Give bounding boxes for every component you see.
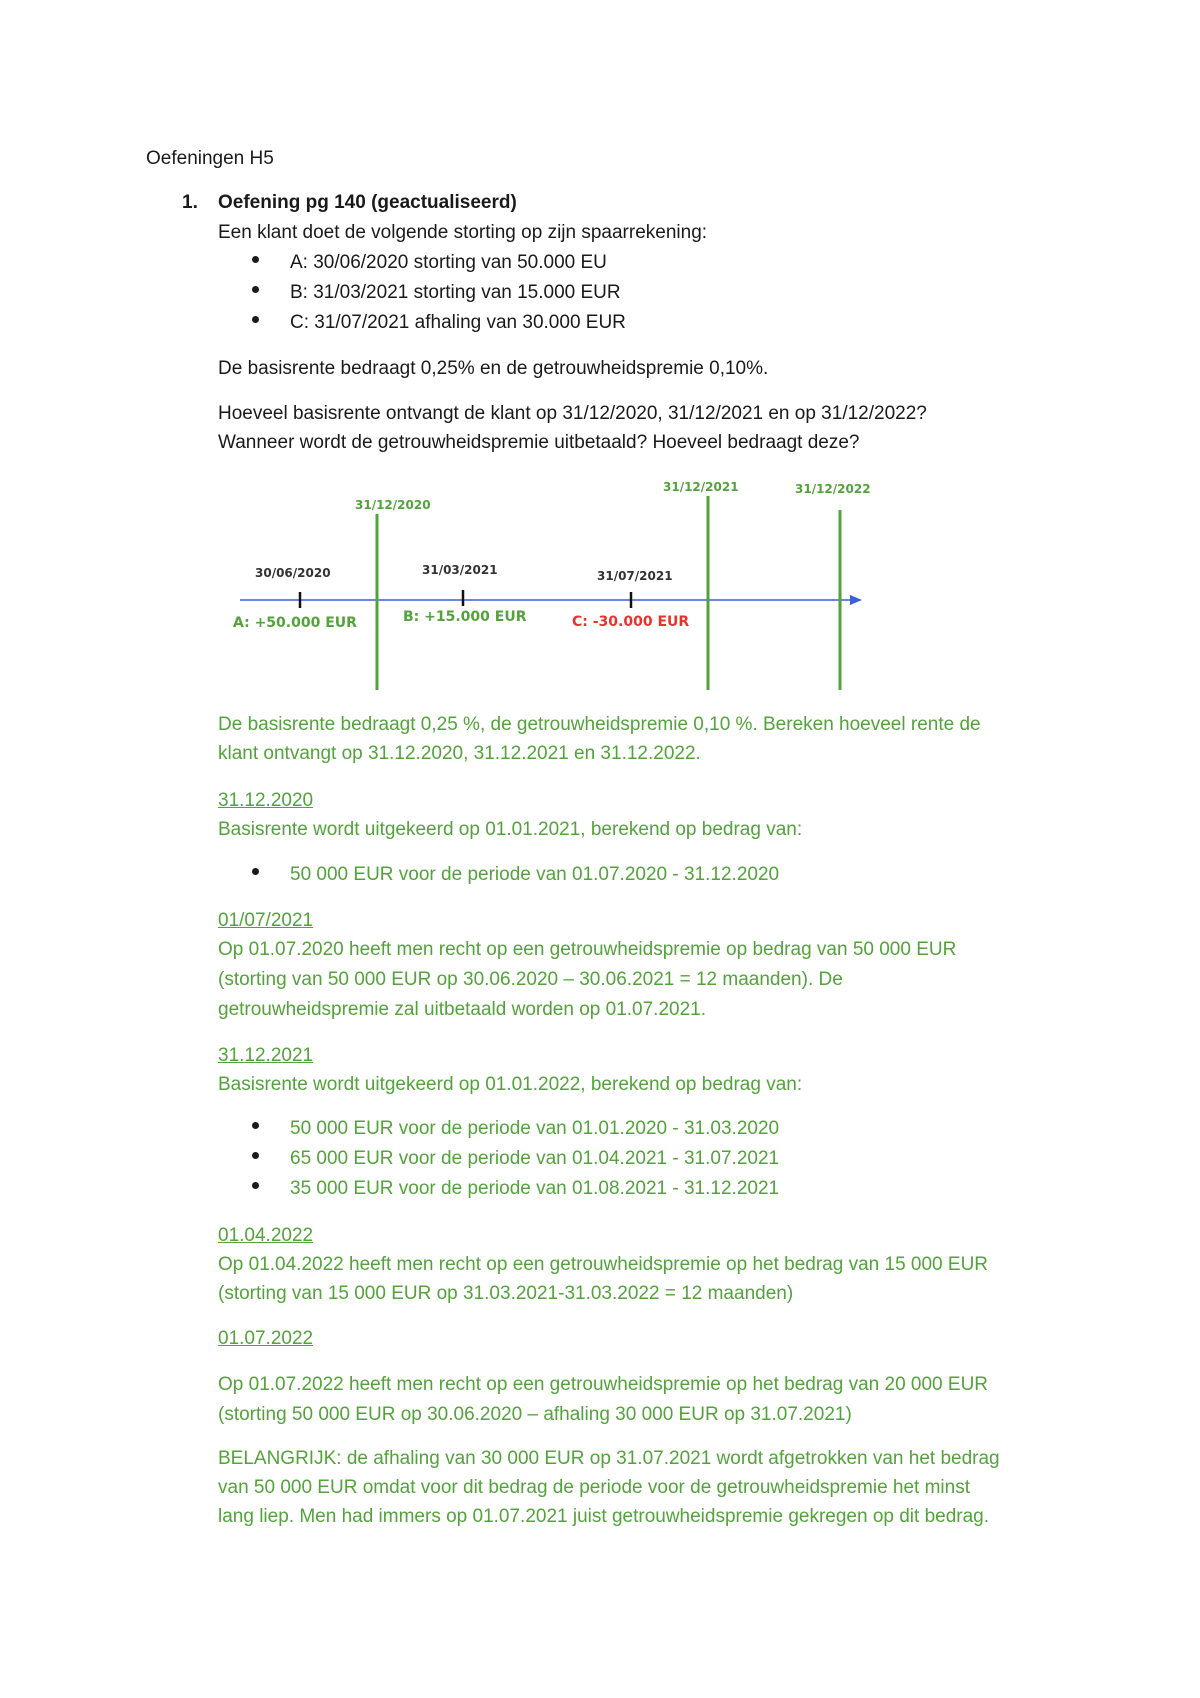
- section-heading: 31.12.2021: [218, 1045, 314, 1066]
- divider-label: 31/12/2020: [355, 498, 431, 512]
- divider-label: 31/12/2021: [663, 480, 739, 494]
- event-date: 30/06/2020: [255, 566, 331, 580]
- question-1: Hoeveel basisrente ontvangt de klant op 31/12/2020, 31/12/2021 en op 31/12/2022?: [218, 403, 927, 424]
- section-heading: 01/07/2021: [218, 910, 314, 931]
- section-text: Basisrente wordt uitgekeerd op 01.01.2021, berekend op bedrag van:: [218, 819, 803, 840]
- timeline-diagram: [225, 470, 885, 700]
- section-text: (storting 50 000 EUR op 30.06.2020 – afhaling 30 000 EUR op 31.07.2021): [218, 1404, 852, 1425]
- bullet-icon: [252, 1152, 259, 1159]
- important-note: van 50 000 EUR omdat voor dit bedrag de periode voor de getrouwheidspremie het minst: [218, 1477, 970, 1498]
- event-amount: B: +15.000 EUR: [403, 609, 527, 625]
- list-item: 35 000 EUR voor de periode van 01.08.2021 - 31.12.2021: [290, 1178, 780, 1199]
- rates-statement: De basisrente bedraagt 0,25% en de getrouwheidspremie 0,10%.: [218, 358, 769, 379]
- answer-intro: klant ontvangt op 31.12.2020, 31.12.2021 en 31.12.2022.: [218, 743, 701, 764]
- list-item: 65 000 EUR voor de periode van 01.04.2021 - 31.07.2021: [290, 1148, 780, 1169]
- exercise-heading: Oefening pg 140 (geactualiseerd): [218, 192, 517, 213]
- section-text: Op 01.04.2022 heeft men recht op een getrouwheidspremie op het bedrag van 15 000 EUR: [218, 1254, 989, 1275]
- exercise-number: 1.: [182, 192, 198, 213]
- bullet-icon: [252, 868, 259, 875]
- exercise-intro: Een klant doet de volgende storting op zijn spaarrekening:: [218, 222, 708, 243]
- section-heading: 01.04.2022: [218, 1225, 314, 1246]
- divider-label: 31/12/2022: [795, 482, 871, 496]
- section-heading: 01.07.2022: [218, 1328, 314, 1349]
- section-text: Op 01.07.2022 heeft men recht op een getrouwheidspremie op het bedrag van 20 000 EUR: [218, 1374, 989, 1395]
- list-item: 50 000 EUR voor de periode van 01.07.2020 - 31.12.2020: [290, 864, 780, 885]
- document-title: Oefeningen H5: [146, 148, 274, 169]
- section-text: Basisrente wordt uitgekeerd op 01.01.2022, berekend op bedrag van:: [218, 1074, 803, 1095]
- section-text: (storting van 50 000 EUR op 30.06.2020 – 30.06.2021 = 12 maanden). De: [218, 969, 843, 990]
- important-note: BELANGRIJK: de afhaling van 30 000 EUR op 31.07.2021 wordt afgetrokken van het bedrag: [218, 1448, 1000, 1469]
- event-amount: A: +50.000 EUR: [233, 615, 357, 631]
- bullet-icon: [252, 256, 259, 263]
- bullet-icon: [252, 1122, 259, 1129]
- section-text: Op 01.07.2020 heeft men recht op een getrouwheidspremie op bedrag van 50 000 EUR: [218, 939, 957, 960]
- question-2: Wanneer wordt de getrouwheidspremie uitbetaald? Hoeveel bedraagt deze?: [218, 432, 860, 453]
- bullet-icon: [252, 286, 259, 293]
- list-item: 50 000 EUR voor de periode van 01.01.2020 - 31.03.2020: [290, 1118, 780, 1139]
- section-text: getrouwheidspremie zal uitbetaald worden op 01.07.2021.: [218, 999, 706, 1020]
- arrow-head-icon: [850, 595, 862, 605]
- transaction-item: A: 30/06/2020 storting van 50.000 EU: [290, 252, 607, 273]
- event-date: 31/07/2021: [597, 569, 673, 583]
- event-amount: C: -30.000 EUR: [572, 614, 690, 630]
- section-heading: 31.12.2020: [218, 790, 314, 811]
- event-date: 31/03/2021: [422, 563, 498, 577]
- transaction-item: C: 31/07/2021 afhaling van 30.000 EUR: [290, 312, 626, 333]
- section-text: (storting van 15 000 EUR op 31.03.2021-31.03.2022 = 12 maanden): [218, 1283, 794, 1304]
- bullet-icon: [252, 316, 259, 323]
- important-note: lang liep. Men had immers op 01.07.2021 juist getrouwheidspremie gekregen op dit bedrag.: [218, 1506, 990, 1527]
- transaction-item: B: 31/03/2021 storting van 15.000 EUR: [290, 282, 621, 303]
- bullet-icon: [252, 1182, 259, 1189]
- answer-intro: De basisrente bedraagt 0,25 %, de getrouwheidspremie 0,10 %. Bereken hoeveel rente de: [218, 714, 981, 735]
